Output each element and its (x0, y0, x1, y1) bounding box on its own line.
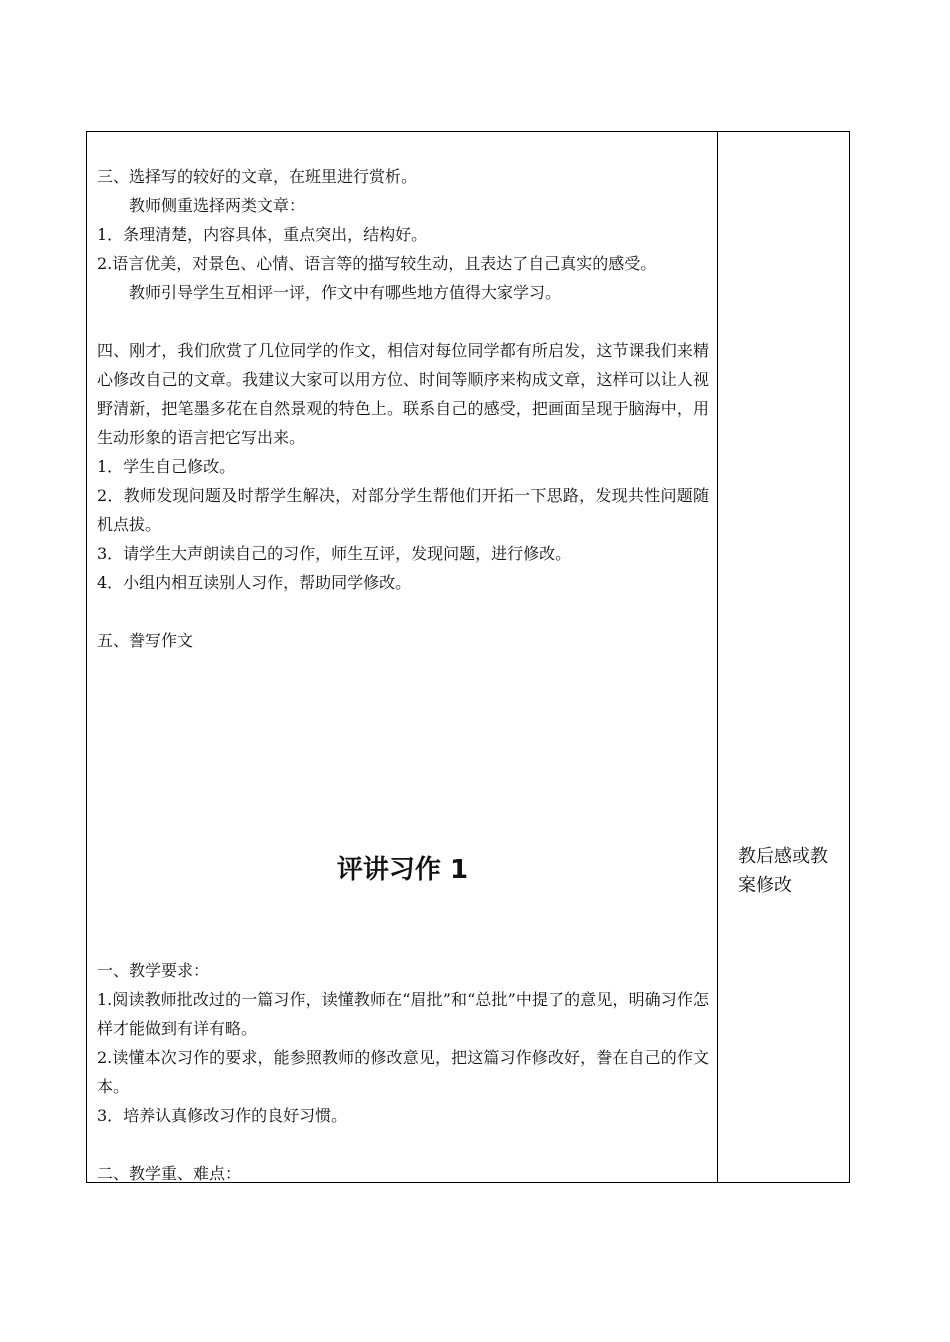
lesson-title: 评讲习作 1 (336, 855, 469, 885)
section3-intro: 教师侧重选择两类文章： (129, 196, 306, 215)
section-lower-content (97, 956, 709, 1188)
section3-item-1: 1．条理清楚，内容具体，重点突出，结构好。 (97, 225, 428, 244)
section3-item-2: 2.语言优美，对景色、心情、语言等的描写较生动，且表达了自己真实的感受。 (97, 254, 657, 273)
keypoints-heading: 二、教学重、难点： (97, 1164, 242, 1183)
section5-heading: 五、誊写作文 (97, 631, 194, 650)
section4-item-2: 2．教师发现问题及时帮学生解决，对部分学生帮他们开拓一下思路，发现共性问题随机点拔。 (97, 486, 709, 534)
section4-item-3: 3．请学生大声朗读自己的习作，师生互评，发现问题，进行修改。 (97, 544, 572, 563)
spacer (97, 307, 709, 336)
section3-heading: 三、选择写的较好的文章，在班里进行赏析。 (97, 167, 418, 186)
section4-item-4: 4．小组内相互读别人习作，帮助同学修改。 (97, 573, 412, 592)
side-notes-cell (718, 132, 849, 1182)
section3-guide: 教师引导学生互相评一评，作文中有哪些地方值得大家学习。 (129, 283, 562, 302)
spacer (97, 1130, 709, 1159)
requirements-item-1: 1.阅读教师批改过的一篇习作，读懂教师在“眉批”和“总批”中提了的意见，明确习作怎样才能做到有详有略。 (97, 990, 709, 1038)
section-upper-content (97, 162, 709, 655)
lesson-plan-table (86, 131, 850, 1183)
requirements-item-3: 3．培养认真修改习作的良好习惯。 (97, 1106, 348, 1125)
requirements-item-2: 2.读懂本次习作的要求，能参照教师的修改意见，把这篇习作修改好，誊在自己的作文本。 (97, 1048, 709, 1096)
section4-heading: 四、刚才，我们欣赏了几位同学的作文，相信对每位同学都有所启发，这节课我们来精心修改自己的文章。我建议大家可以用方位、时间等顺序来构成文章，这样可以让人视野清新，把笔墨多花在自然景观的特色上。联系自己的感受，把画面呈现于脑海中，用生动形象的语言把它写出来。 (97, 341, 709, 447)
side-note-label: 教后感或教案修改 (738, 846, 828, 896)
main-content-cell (87, 132, 718, 1182)
requirements-heading: 一、教学要求： (97, 961, 210, 980)
section4-item-1: 1．学生自己修改。 (97, 457, 236, 476)
spacer (97, 597, 709, 626)
